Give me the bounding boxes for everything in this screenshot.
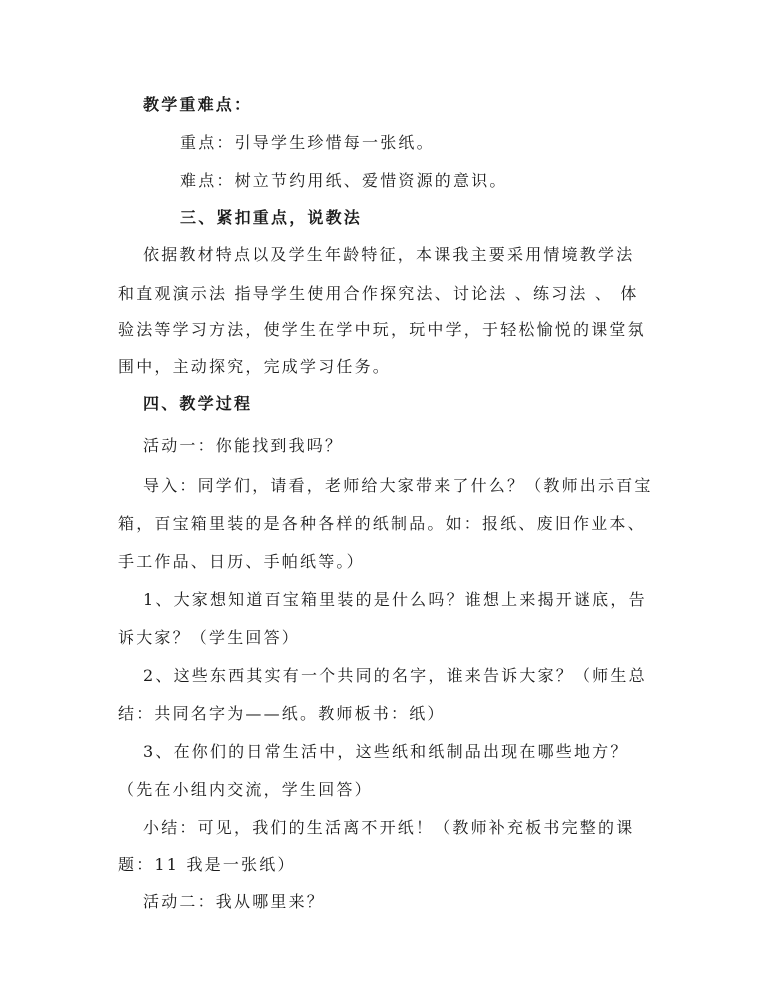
intro-line: 箱，百宝箱里装的是各种各样的纸制品。如：报纸、废旧作业本、	[118, 514, 646, 533]
intro-line: 手工作品、日历、手帕纸等。）	[118, 552, 365, 571]
item2-line: 2、这些东西其实有一个共同的名字，谁来告诉大家？（师生总	[143, 666, 647, 685]
section3-paragraph-line: 验法等学习方法，使学生在学中玩，玩中学，于轻松愉悦的课堂氛	[118, 320, 646, 339]
item3-line: 3、在你们的日常生活中，这些纸和纸制品出现在哪些地方？	[143, 742, 629, 761]
section3-paragraph-line: 依据教材特点以及学生年龄特征，本课我主要采用情境教学法	[143, 245, 635, 264]
section3-paragraph-line: 围中，主动探究，完成学习任务。	[118, 357, 392, 376]
section4-title: 四、教学过程	[143, 394, 253, 413]
section3-title: 三、紧扣重点，说教法	[180, 208, 363, 227]
intro-line: 导入：同学们，请看，老师给大家带来了什么？（教师出示百宝	[143, 476, 653, 495]
heading-key-points: 教学重难点：	[143, 95, 253, 114]
difficult-point: 难点：树立节约用纸、爱惜资源的意识。	[180, 171, 508, 190]
summary-line: 小结：可见，我们的生活离不开纸！（教师补充板书完整的课	[143, 818, 635, 837]
key-point: 重点：引导学生珍惜每一张纸。	[180, 133, 435, 152]
item1-line: 诉大家？（学生回答）	[118, 628, 301, 647]
summary-line: 题：11 我是一张纸）	[118, 855, 296, 874]
item1-line: 1、大家想知道百宝箱里装的是什么吗？谁想上来揭开谜底，告	[143, 590, 647, 609]
section3-paragraph-line: 和直观演示法 指导学生使用合作探究法、讨论法 、练习法 、 体	[118, 284, 639, 303]
activity2-title: 活动二：我从哪里来？	[143, 892, 326, 911]
activity1-title: 活动一：你能找到我吗？	[143, 436, 344, 455]
item3-line: （先在小组内交流，学生回答）	[118, 780, 373, 799]
item2-line: 结：共同名字为——纸。教师板书：纸）	[118, 704, 446, 723]
